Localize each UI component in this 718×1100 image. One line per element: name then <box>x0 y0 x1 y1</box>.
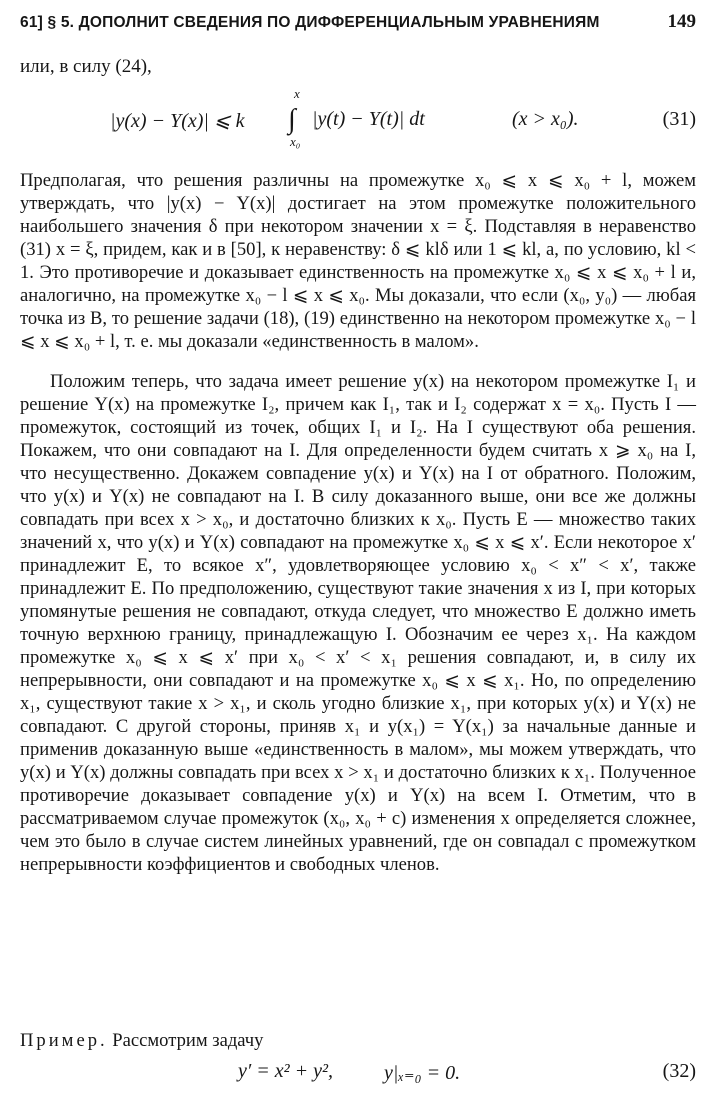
formula-31-condition: (x > x₀). <box>512 108 579 130</box>
page-number: 149 <box>667 11 696 32</box>
integral-lower-limit: x₀ <box>290 134 301 149</box>
paragraph-2 <box>20 370 696 876</box>
example-text: Рассмотрим задачу <box>112 1030 264 1051</box>
header-title: 61] § 5. ДОПОЛНИТ СВЕДЕНИЯ ПО ДИФФЕРЕНЦИАЛЬНЫМ УРАВНЕНИЯМ <box>20 14 600 31</box>
formula-31-lhs: |y(x) − Y(x)| ⩽ k <box>110 110 245 132</box>
integral-sign: ∫ <box>288 104 296 135</box>
lead-text: или, в силу (24), <box>20 56 152 77</box>
example-heading <box>20 1030 263 1052</box>
formula-32-number: (32) <box>662 1060 696 1082</box>
formula-32-condition: y|ₓ₌₀ = 0. <box>384 1062 461 1084</box>
formula-31-integrand: |y(t) − Y(t)| dt <box>312 108 425 130</box>
paragraph-1 <box>20 169 696 353</box>
paragraph-1-text: Предполагая, что решения различны на промежутке x₀ ⩽ x ⩽ x₀ + l, можем утверждать, что |y(x) − Y(x)| достигает на этом промежутке положительного наибольшего значения δ при некотором значении x = ξ. Подставляя в неравенство (31) x = ξ, придем, как и в [50], к неравенству: δ ⩽ klδ или 1 ⩽ kl, а, по условию, kl < 1. Это противоречие и доказывает единственность на промежутке x₀ ⩽ x ⩽ x₀ + l и, аналогично, на промежутке x₀ − l ⩽ x ⩽ x₀. Мы доказали, что если (x₀, y₀) — любая точка из B, то решение задачи (18), (19) единственно на некотором промежутке x₀ − l ⩽ x ⩽ x₀ + l, т. е. мы доказали «единственность в малом». <box>20 170 696 352</box>
example-label: Пример. <box>20 1030 108 1051</box>
paragraph-2-text: Положим теперь, что задача имеет решение y(x) на некотором промежутке I₁ и решение Y(x) на промежутке I₂, причем как I₁, так и I₂ содержат x = x₀. Пусть I — промежуток, состоящий из точек, общих I₁ и I₂. На I существуют оба решения. Покажем, что они совпадают на I. Для определенности будем считать x ⩾ x₀ на I, что несущественно. Докажем совпадение y(x) и Y(x) на I от обратного. Положим, что y(x) и Y(x) не совпадают на I. В силу доказанного выше, они все же должны совпадать при всех x > x₀, и достаточно близких к x₀. Пусть E — множество таких значений x, что y(x) и Y(x) совпадают на промежутке x₀ ⩽ x ⩽ x′. Если некоторое x′ принадлежит E, то всякое x″, удовлетворяющее условию x₀ < x″ < x′, также принадлежит E. По предположению, существуют такие значения x из I, при которых упомянутые решения не совпадают, откуда следует, что множество E должно иметь точную верхнюю границу, принадлежащую I. Обозначим ее через x₁. На каждом промежутке x₀ ⩽ x ⩽ x′ при x₀ < x′ < x₁ решения совпадают, и, в силу их непрерывности, они совпадают и на промежутке x₀ ⩽ x ⩽ x₁. Но, по определению x₁, существуют такие x > x₁, и сколь угодно близкие x₁, при которых y(x) и Y(x) не совпадают. С другой стороны, приняв x₁ и y(x₁) = Y(x₁) за начальные данные и применив доказанную выше «единственность в малом», мы можем утверждать, что y(x) и Y(x) должны совпадать при всех x > x₁ и достаточно близких к x₁. Полученное противоречие доказывает совпадение y(x) и Y(x) на всем I. Отметим, что в рассматриваемом случае промежуток (x₀, x₀ + c) изменения x определяется сложнее, чем это было в случае систем линейных уравнений, где он совпадал с промежутком непрерывности коэффициентов и свободных членов. <box>20 371 696 875</box>
integral-upper-limit: x <box>294 86 300 101</box>
formula-31-number: (31) <box>662 108 696 130</box>
running-header <box>20 11 696 39</box>
formula-32-equation: y′ = x² + y², <box>238 1060 333 1082</box>
